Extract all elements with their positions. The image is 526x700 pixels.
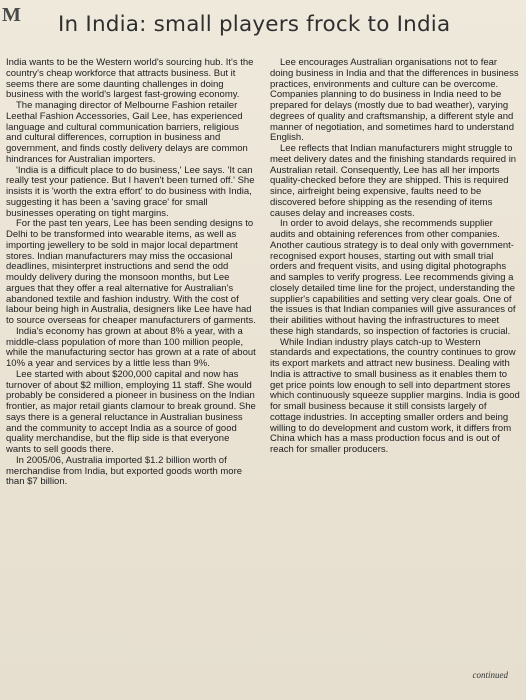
article-headline: In India: small players frock to India — [58, 12, 451, 37]
paragraph: Lee reflects that Indian manufacturers might struggle to meet delivery dates and the finishing standards required in Australian retail. Consequently, Lee has all her imports quality-checked before they are shipped. This is required since, airfreight being expensive, faults need to be discovered before shipping as the resending of items causes delay and increases costs. — [270, 143, 517, 219]
paragraph: India wants to be the Western world's sourcing hub. It's the country's cheap workforce that attracts business. But it seems there are some daunting challenges in doing business with the world's largest fast-growing economy. — [6, 57, 254, 101]
paragraph: Lee started with about $200,000 capital and now has turnover of about $2 million, employing 11 staff. She would probably be considered a pioneer in business on the Indian frontier, as major retail giants clamour to break ground. She says there is a general reluctance in Australian business and the community to accept India as a source of good quality merchandise, but the flip side is that everyone wants to sell goods there. — [6, 368, 256, 455]
text-column-left — [6, 58, 256, 658]
paragraph: The managing director of Melbourne Fashion retailer Leethal Fashion Accessories, Gail Lee, has experienced language and cultural communication barriers, religious and cultural differences, corruption in business and government, and finds costly delivery delays are common hindrances for Australian importers. — [6, 100, 248, 165]
article-body — [6, 58, 520, 658]
text-column-right — [270, 58, 520, 658]
paragraph: 'India is a difficult place to do business,' Lee says. 'It can really test your patience. But I haven't been turned off.' She insists it is 'worth the extra effort' to do business with India, suggesting it has been a 'saving grace' for small businesses operating on tight margins. — [6, 164, 255, 219]
paragraph: Lee encourages Australian organisations not to fear doing business in India and that the differences in business practices, environments and culture can be overcome. Companies planning to do business in India need to be prepared for delays (mostly due to bad weather), varying degrees of quality and craftsmanship, a different style and manner of negotiation, and sometimes hard to understand English. — [270, 57, 519, 144]
continued-label: continued — [472, 670, 508, 680]
paragraph: India's economy has grown at about 8% a year, with a middle-class population of more than 100 million people, while the manufacturing sector has grown at a rate of about 10% a year and services by a little less than 9%. — [6, 325, 256, 369]
paragraph: For the past ten years, Lee has been sending designs to Delhi to be transformed into wearable items, as well as importing jewellery to be sold in major local department stores. Indian manufacturers may miss the occasional deadlines, misinterpret instructions and send the odd mouldy delivery during the monsoon months, but Lee argues that they offer a real alternative for Australian's abandoned textile and fashion industry. With the cost of labour being high in Australia, designers like Lee have had to source overseas for cheaper manufacturers of garments. — [6, 218, 256, 326]
paragraph: In 2005/06, Australia imported $1.2 billion worth of merchandise from India, but exported goods worth more than $7 billion. — [6, 454, 243, 488]
paragraph: In order to avoid delays, she recommends supplier audits and obtaining references from other companies. Another cautious strategy is to deal only with government-recognised export houses, starting out with small trial orders and frequent visits, and using digital photographs and samples to verify progress. Lee recommends giving a closely detailed time line for the project, understanding the supplier's capabilities and setting very clear goals. One of the issues is that Indian companies will give assurances of their abilities without having the infrastructures to meet these high standards, so inspection of factories is crucial. — [270, 218, 516, 337]
paragraph: While Indian industry plays catch-up to Western standards and expectations, the country continues to grow its export markets and attract new business. Dealing with India is attractive to small business as it enables them to get price points low enough to sell into department stores which continuously squeeze supplier margins. India is good for small business because it still consists largely of cottage industries. In accepting smaller orders and being willing to do development and custom work, it differs from China which has a mass production focus and is out of reach for smaller producers. — [270, 336, 520, 455]
page-corner-mark: M — [2, 4, 20, 26]
